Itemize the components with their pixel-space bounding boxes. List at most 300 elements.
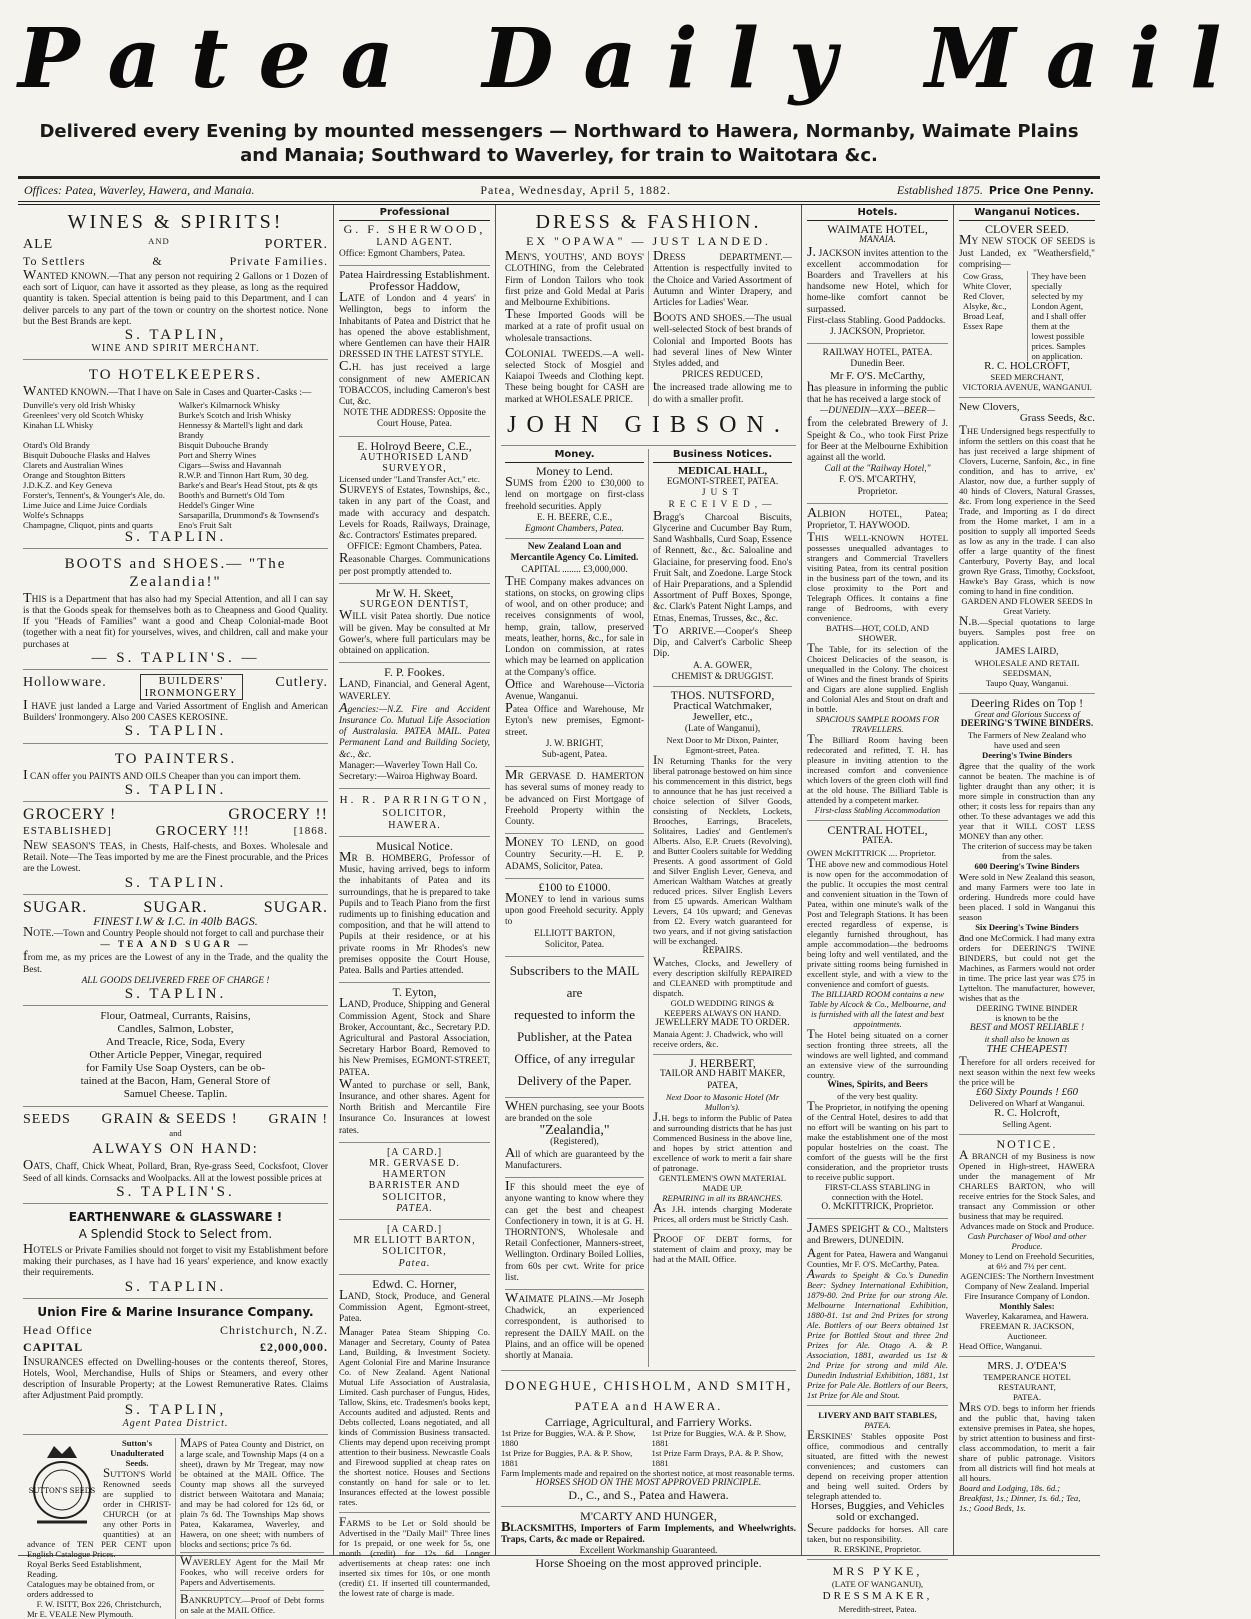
- ad-body: THIS is a Department that has also had my Special Attention, and all I can say is that the Goods speak for themselves both as to Cheapness and Good Quality. If you "Heads of Families" want a good and Cheap Colonial-made Boot (together with a neat fit) for yourselves, wives, and children, call and make your purchases at: [23, 589, 328, 650]
- ad-signature-sub: SEED MERCHANT,: [990, 372, 1064, 383]
- ad-title: Musical Notice.: [376, 838, 453, 853]
- ad-emphasis: BEST and MOST RELIABLE !: [969, 1023, 1085, 1034]
- notice-line: Delivery of the Paper.: [517, 1072, 632, 1088]
- ad-body: A BRANCH of my Business is now Opened in High-street, HAWERA under the management of Mr CHARLES BARTON, who will receive entries for the Stock Sales, and transact any Commission or other business that may be required.: [959, 1148, 1095, 1222]
- ad-subtitle: SURGEON DENTIST,: [359, 599, 470, 611]
- ad-subtitle: Practical Watchmaker,: [673, 700, 772, 713]
- ad-body: These Imported Goods will be marked at a rate of profit usual on wholesale transactions.: [505, 306, 644, 344]
- zealandia-ad: [505, 1097, 644, 1172]
- ad-title: Mr W. H. Skeet,: [375, 585, 454, 600]
- ad-title: WINES & SPIRITS!: [67, 211, 284, 233]
- ad-body: As J.H. intends charging Moderate Prices, all orders must be Strictly Cash.: [653, 1200, 792, 1224]
- ad-body: Watches, Clocks, and Jewellery of every description skilfully REPAIRED and CLEANED with promptitude and dispatch.: [653, 954, 792, 998]
- ad-line: OFFICE: Egmont Chambers, Patea.: [347, 542, 482, 553]
- ad-signature-sub: Selling Agent.: [1002, 1119, 1052, 1130]
- nutsford-ad: [653, 686, 792, 1049]
- list-item: Champagne, Cliquot, pints and quarts: [23, 519, 153, 530]
- ad-text: Hollowware.: [23, 675, 107, 691]
- ad-body: LATE of London and 4 years' in Wellington, begs to inform the Inhabitants of Patea and District that he has opened the above establishment, where Gentlemen can have their HAIR DRESSED IN THE LATEST STYLE.: [339, 289, 490, 361]
- clover-columns: [959, 271, 1095, 361]
- albion-hotel-ad: [807, 503, 948, 815]
- nzloan-ad: [505, 538, 644, 761]
- ad-body: from the celebrated Brewery of J. Speight & Co., who took First Prize for Beer at the Melbourne Exhibition against all the world.: [807, 414, 948, 464]
- ad-line: JEWELLERY MADE TO ORDER.: [655, 1017, 790, 1028]
- ad-body: OATS, Chaff, Chick Wheat, Pollard, Bran, Rye-grass Seed, Cocksfoot, Clover Seed of all kinds. Cornsacks and Woolpacks. All at the lowest possible prices at: [23, 1157, 328, 1184]
- eyton-ad: [339, 982, 490, 1137]
- ad-line: of the very best quality.: [837, 1090, 918, 1101]
- ad-title: BOOTS and SHOES.— "The Zealandia!": [64, 555, 287, 590]
- hamerton-money-ad: MR GERVASE D. HAMERTON has several sums of money ready to be advanced on First Mortgage of Freehold Property within the County.: [505, 767, 644, 827]
- ad-title: G. F. SHERWOOD,: [343, 222, 486, 237]
- ad-body: I CAN offer you PAINTS AND OILS Cheaper than you can import them.: [23, 766, 301, 783]
- column-3: [496, 205, 802, 1570]
- list-item: Eno's Fruit Salt: [178, 519, 232, 530]
- notice-line: Publisher, at the Patea: [516, 1028, 632, 1044]
- ad-body: C.H. has just received a large consignment of new AMERICAN TOBACCOS, including Cameron's best Cut, &c.: [339, 358, 490, 408]
- ad-subtitle: EX "OPAWA" — JUST LANDED.: [526, 234, 771, 248]
- ad-body: MR B. HOMBERG, Professor of Music, having arrived, begs to inform the inhabitants of Patea and its surroundings, that he is prepared to take Pupils and to Teach Piano from the first rudiments up to finishing education and composition, and that he will attend to Pupils at their residence, or at his private rooms in Mr Rhodes's new premises opposite the Court House, Patea. Balls and Parties attended.: [339, 848, 490, 976]
- column-5: [954, 205, 1100, 1555]
- maps-ads: [175, 1435, 328, 1619]
- ad-line: BATHS—HOT, COLD, AND SHOWER.: [826, 623, 929, 644]
- ad-signature: J. W. BRIGHT,: [545, 738, 604, 749]
- ad-body: WANTED KNOWN.—That any person not requiring 2 Gallons or 1 Dozen of each sort of Liquor, can have it assorted as they please, as long as the required quantity is taken. Special attention is being paid to this Department, and I can deliver parcels to any part of the town or country on the shortest notice. None but the Best Brands are kept.: [23, 267, 328, 327]
- insurance-ad: [23, 1298, 328, 1429]
- adams-ad: MONEY TO LEND, on good Country Security.—H. E. P. ADAMS, Solicitor, Patea.: [505, 834, 644, 872]
- ad-line: Secretary:—Wairoa Highway Board.: [339, 771, 478, 782]
- list-item: Booth's and Burnett's Old Tom: [178, 489, 285, 500]
- ad-body: SUTTON'S World Renowned seeds are supplied to order in CHRIST-CHURCH (or at any other Ports in quantities) at an advance of TEN PER CENT upon English Catalogue Prices.: [27, 1465, 171, 1559]
- list-item: R.W.P. and Tinnon Hart Rum, 30 deg.: [178, 469, 309, 480]
- ad-body: Office and Warehouse—Victoria Avenue, Wanganui.: [505, 675, 644, 702]
- earthenware-ad: [23, 1203, 328, 1293]
- section-professional: Professional: [339, 207, 490, 221]
- masthead-title: Patea Daily Mail: [18, 11, 1251, 107]
- list-item: Kinahan LL Whisky: [23, 419, 94, 430]
- proof-ad: PROOF OF DEBT forms, for statement of claim and proxy, may be had at the MAIL Office.: [653, 1230, 792, 1264]
- ad-line: Candles, Salmon, Lobster,: [117, 1023, 234, 1036]
- ad-signature: S. TAPLIN,: [124, 1401, 227, 1418]
- mccarty-ad: [501, 1506, 796, 1569]
- list-item: Burke's Scotch and Irish Whisky: [178, 409, 292, 420]
- established-line: [897, 183, 1094, 198]
- ad-signature: S. TAPLIN'S.: [116, 1183, 235, 1200]
- ad-title: CLOVER SEED.: [985, 222, 1069, 237]
- ad-signature-sub: Proprietor.: [857, 486, 898, 497]
- ad-subtitle: BARRISTER AND SOLICITOR,: [368, 1180, 461, 1203]
- ad-emphasis: Horses, Buggies, and Vehicles sold or exchanged.: [810, 1499, 945, 1523]
- ad-text: SUGAR.: [263, 898, 328, 916]
- ad-text: Cutlery.: [275, 675, 328, 691]
- ad-title: TO PAINTERS.: [114, 750, 237, 767]
- ad-body: the increased trade allowing me to do with a smaller profit.: [653, 378, 792, 405]
- column-2: [334, 205, 496, 1598]
- ad-body: Manager Patea Steam Shipping Co. Manager and Secretary, County of Patea Land, Building, & Investment Society. Agent Colonial Fire and Marine Insurance Co. of New Zealand. Agent National Mutual Life Association of Australasia, Limited. Cash purchaser of Fungus, Hides, Tallow, Skins, etc. Tradesmen's books kept, Accounts audited and adjusted. Rents and Debts collected, Loans negotiated, and all kinds of Commission Business transacted. Clients may depend upon receiving prompt attention to their business. Newcastle Coals and Firewood supplied at cheap rates on the shortest notice. Houses and Sections constantly on hand for sale or to let. Insurances effected at the lowest possible rates.: [339, 1323, 490, 1507]
- ad-line: Next Door to Masonic Hotel (Mr Mullon's).: [665, 1091, 780, 1112]
- ad-title: LIVERY AND BAIT STABLES,: [818, 1409, 937, 1420]
- ad-signature: S. TAPLIN.: [124, 1278, 227, 1295]
- list-item: Sarsaparilla, Drummond's & Townsend's: [178, 509, 319, 520]
- ad-title: J. HERBERT,: [689, 1056, 756, 1071]
- ad-title: "Zealandia,": [539, 1123, 610, 1139]
- dress-columns: [501, 248, 796, 406]
- ad-emphasis: DEERING'S TWINE BINDERS.: [960, 719, 1094, 730]
- ad-signature-sub: CHEMIST & DRUGGIST.: [671, 671, 774, 682]
- pyke-ad: [807, 1559, 948, 1614]
- issue-date: Patea, Wednesday, April 5, 1882.: [480, 182, 672, 197]
- ad-title: CENTRAL HOTEL,: [827, 823, 928, 838]
- ad-signature: S. TAPLIN.: [124, 874, 227, 891]
- ad-signature-sub: Taupo Quay, Wanganui.: [985, 677, 1069, 688]
- ad-body: J.H. begs to inform the Public of Patea and surrounding districts that he has just Commenced Business in the above line, and hopes by strict attention and excellence of work to merit a fair share of patronage.: [653, 1109, 792, 1173]
- ad-line: Great and Glorious Success of: [974, 709, 1080, 720]
- ad-line: PATEA.: [864, 1419, 891, 1430]
- ad-body: Secure paddocks for horses. All care taken, but no responsibility.: [807, 1520, 948, 1544]
- prize-list: [501, 1428, 796, 1468]
- ad-signature-sub: Solicitor, Patea.: [544, 939, 605, 950]
- ad-title: DRESS & FASHION.: [535, 211, 762, 233]
- ad-subtitle: FINEST I.W & I.C. in 40lb BAGS.: [93, 913, 258, 928]
- ad-title: T. Eyton,: [392, 985, 437, 1000]
- ad-body: J. JACKSON invites attention to the excellent accommodation for Boarders and Travellers at his handsome new Hotel, which for home-like comfort cannot be surpassed.: [807, 243, 948, 315]
- ad-line: Waverley, Kakaramea, and Hawera.: [965, 1311, 1089, 1322]
- ad-subtitle: A Splendid Stock to Select from.: [78, 1226, 273, 1241]
- suttons-ad: [23, 1438, 175, 1619]
- hamerton-ad: [339, 1142, 490, 1214]
- ad-text: GRAIN & SEEDS !: [101, 1111, 238, 1128]
- waimate-plains-ad: WAIMATE PLAINS.—Mr Joseph Chadwick, an experienced correspondent, is authorised to represent the DAILY MAIL on the Plains, and an office will be opened shortly at Manaia.: [505, 1290, 644, 1362]
- ad-signature-sub: Sub-agent, Patea.: [541, 749, 608, 760]
- ad-line: REPAIRING in all its BRANCHES.: [662, 1192, 783, 1203]
- wines-ad: [23, 210, 328, 354]
- ad-line: [A CARD.]: [386, 1146, 443, 1158]
- central-hotel-ad: [807, 820, 948, 1213]
- suttons-crest-icon: [27, 1440, 97, 1530]
- ad-body: I HAVE just landed a Large and Varied Assortment of English and American Builders' Ironmongery. Also 200 CASES KEROSINE.: [23, 697, 328, 724]
- ad-signature: S. TAPLIN.: [124, 781, 227, 798]
- ad-line: Manaia Agent: J. Chadwick, who will receive orders, &c.: [653, 1029, 784, 1050]
- ad-body: Therefore for all orders received for next season within the next few weeks the price will be: [959, 1053, 1095, 1087]
- ad-signature: R. C. Holcroft,: [994, 1106, 1060, 1119]
- list-item: Bisquit Dubouche Brandy: [178, 439, 269, 450]
- ad-title: Edwd. C. Horner,: [372, 1276, 457, 1291]
- ad-body: The Hotel being situated on a corner section fronting three streets, all the windows are well lighted, and command an extensive view of the surrounding country.: [807, 1026, 948, 1080]
- ad-text: PORTER.: [264, 237, 328, 252]
- ad-line: tained at the Bacon, Ham, General Store of: [80, 1075, 271, 1088]
- bottom-ads: [23, 1434, 328, 1619]
- ad-body: agree that the quality of the work cannot be beaten. The machine is of lighter draught than any other; it is more simple in construction than any other; it costs less for repairs than any other. To these advantages we add this year that it WILL COST LESS MONEY than any other.: [959, 758, 1095, 842]
- ad-line: The criterion of success may be taken from the sales.: [962, 841, 1092, 862]
- list-item: Wolfe's Schnapps: [23, 509, 84, 520]
- horner-ad: [339, 1274, 490, 1507]
- ad-signature: JAMES LAIRD,: [995, 646, 1059, 657]
- ad-emphasis: PRICES REDUCED,: [682, 370, 763, 381]
- deering-ad: [959, 693, 1095, 1129]
- ad-body: N.B.—Special quotations to large buyers. Samples post free on application.: [959, 613, 1095, 647]
- ad-signature: FREEMAN R. JACKSON,: [979, 1321, 1075, 1332]
- ad-body: Wanted to purchase or sell, Bank, Insurance, and other shares. Agent for North British and Mercantile Fire Insurance Co. Insurances at lowest rates.: [339, 1075, 490, 1136]
- ad-line: OWEN McKITTRICK .... Proprietor.: [807, 847, 936, 858]
- ad-signature: F. O'S. M'CARTHY,: [839, 475, 916, 486]
- ad-line: CAPITAL ........ £3,000,000.: [521, 564, 628, 575]
- ad-title: ALBION HOTEL, Patea; Proprietor, T. HAYWOOD.: [807, 504, 948, 532]
- laird-ad: [959, 397, 1095, 688]
- ad-title: MRS. J. O'DEA'S: [987, 1360, 1067, 1373]
- ad-body: MRS O'D. begs to inform her friends and the public that, having taken extensive premises in Patea, she hopes, by strict attention to business and first-class accommodation, to merit a fair share of public patronage. Visitors from all districts will find hot meals at all hours.: [959, 1400, 1095, 1484]
- ad-emphasis: — TEA AND SUGAR —: [100, 940, 251, 951]
- subscribers-notice: [505, 956, 644, 1092]
- price: Price One Penny.: [988, 183, 1094, 197]
- ad-line: [A CARD.]: [386, 1224, 443, 1236]
- speight-ad: [807, 1218, 948, 1399]
- ad-line: Catalogues may be obtained from, or orders addressed to: [27, 1578, 155, 1599]
- ad-body: THE above new and commodious Hotel is now open for the accommodation of the public. It occupies the most central and convenient situation in the Town of Patea, within one minute's walk of the Post and Telegraph Stations. It has been erected regardless of expense, is elegantly furnished throughout, has ample accommodation—the bedrooms being lofty and well ventilated, and the private sitting rooms being furnished in excellent style, and with a view to the convenience and comfort of guests.: [807, 855, 948, 989]
- ad-body: MEN'S, YOUTHS', AND BOYS' CLOTHING, from the Celebrated Firm of London Tailors who took first prize and Gold Medal at Paris and Melbourne Exhibitions.: [505, 248, 644, 309]
- painters-ad: [23, 743, 328, 796]
- list-item: 1st Prize for Buggies, P.A. & P. Show, 1881: [501, 1448, 633, 1469]
- ad-signature: D., C., and S., Patea and Hawera.: [568, 1487, 729, 1502]
- ad-text: GRAIN !: [268, 1112, 328, 1128]
- columns: [18, 205, 1100, 1619]
- ad-body: THE Company makes advances on stations, on stocks, on growing clips of wool, and on other produce; and receives consignments of wool, hemp, grain, tallow, preserved meats, leather, horns, &c., for sale in London on commission, at rates which may be learned on application at the Company's office.: [505, 572, 644, 678]
- column-4: [802, 205, 954, 1615]
- column-1: [18, 205, 334, 1619]
- ad-emphasis: Deering's Twine Binders: [982, 750, 1072, 761]
- ad-body: LAND, Produce, Shipping and General Commission Agent, Stock and Share Broker, Accountant, &c., Secretary P.D. Agricultural and Pastoral Association, Secretary Harbor Board, Removed to his New Premises, EGMONT-STREET, PATEA.: [339, 995, 490, 1078]
- ad-line: Patea.: [398, 1257, 431, 1269]
- dateline: [18, 179, 1100, 202]
- ad-body: WHEN purchasing, see your Boots are branded on the sole: [505, 1097, 644, 1125]
- established: Established 1875.: [896, 182, 983, 197]
- section-hotels: Hotels.: [807, 207, 948, 221]
- list-item: Hennessy & Martell's light and dark Brandy: [178, 419, 303, 440]
- ad-line: Advances made on Stock and Produce.: [959, 1221, 1095, 1232]
- ad-body: LAND, Stock, Produce, and General Commission Agent, Egmont-street, Patea.: [339, 1287, 490, 1325]
- ad-line: PATEA.: [396, 1202, 433, 1214]
- ad-body: Farm Implements made and repaired on the shortest notice, at most reasonable terms.: [501, 1468, 795, 1479]
- ad-signature: S. TAPLIN.: [124, 986, 227, 1003]
- ad-line: Cash Purchaser of Wool and other Produce.: [967, 1231, 1087, 1252]
- ad-signature: JOHN GIBSON.: [507, 411, 790, 438]
- ad-text: SUGAR.: [23, 898, 88, 916]
- ad-body: All of which are guaranteed by the Manufacturers.: [505, 1144, 644, 1171]
- ad-body: SUMS from £200 to £30,000 to lend on mortgage on first-class freehold securities. Apply: [505, 474, 644, 512]
- ad-line: Cow Grass, White Clover, Red Clover, Alsyke, &c., Broad Leaf, Essex Rape: [963, 271, 1012, 332]
- ad-body: SURVEYS of Estates, Townships, &c., taken in any part of the Coast, and made with accuracy and despatch. Levels for Roads, Railways, Drainage, &c. Contractors' Estimates prepared.: [339, 481, 490, 542]
- ad-row: [23, 674, 328, 700]
- ad-line: Horse Shoeing on the most approved principle.: [535, 1555, 762, 1570]
- ad-line: EGMONT-STREET, PATEA.: [666, 477, 779, 488]
- ad-text: [1868.: [293, 825, 328, 838]
- ad-signature: R. ERSKINE, Proprietor.: [833, 1543, 922, 1554]
- homberg-ad: [339, 836, 490, 977]
- ad-signature: S. TAPLIN.: [124, 528, 227, 545]
- ad-text: Private Families.: [229, 254, 328, 268]
- ad-line: Manager:—Waverley Town Hall Co.: [339, 760, 478, 771]
- ad-text: Christchurch, N.Z.: [220, 1322, 328, 1337]
- ad-line: is known to be the: [995, 1013, 1059, 1024]
- ad-emphasis: Six Deering's Twine Binders: [975, 922, 1079, 933]
- offices: Offices: Patea, Waverley, Hawera, and Manaia.: [24, 182, 255, 197]
- ad-line: GOLD WEDDING RINGS & KEEPERS ALWAYS ON HAND.: [664, 997, 781, 1018]
- ad-row: [23, 823, 328, 840]
- ad-emphasis: 600 Deering's Twine Binders: [974, 861, 1080, 872]
- ad-text: GROCERY !!!: [155, 824, 250, 840]
- ad-line: PATEA.: [1012, 1392, 1042, 1403]
- ad-signature: R. C. HOLCROFT,: [984, 360, 1070, 373]
- list-item: Dunville's very old Irish Whisky: [23, 399, 136, 410]
- ad-title: Sutton's Unadulterated Seeds.: [110, 1437, 164, 1468]
- list-item: Port and Sherry Wines: [178, 449, 257, 460]
- notice-line: Office, of any irregular: [514, 1050, 635, 1066]
- ad-body: has pleasure in informing the public that he has received a large stock of: [807, 378, 948, 406]
- livery-ad: [807, 1405, 948, 1554]
- ad-line: First-class Stabling. Good Paddocks.: [807, 315, 946, 326]
- ad-body: Agencies:—N.Z. Fire and Accident Insurance Co. Mutual Life Association of Australasia. PATEA MAIL. Patea Permanent Land and Building Society, &c., &c.: [339, 699, 490, 760]
- ad-signature: O. McKITTRICK, Proprietor.: [821, 1201, 934, 1212]
- farms-ad: [339, 1512, 490, 1598]
- ad-text: ESTABLISHED]: [23, 825, 112, 838]
- ad-title: Mr F. O'S. McCarthy,: [829, 369, 926, 382]
- beere-ad: [339, 436, 490, 578]
- ad-subtitle: AUTHORISED LAND SURVEYOR,: [359, 451, 470, 475]
- ad-row: [23, 1111, 328, 1128]
- ad-subtitle: LAND AGENT.: [376, 237, 453, 249]
- ad-title: F. P. Fookes.: [384, 665, 445, 680]
- ad-line: GARDEN AND FLOWER SEEDS In Great Variety.: [961, 595, 1093, 616]
- ad-line: Royal Berks Seed Establishment, Reading.: [27, 1558, 142, 1579]
- ad-text: Head Office: [23, 1322, 93, 1337]
- ad-line: Head Office, Wanganui.: [959, 1341, 1042, 1352]
- ad-subtitle: ALWAYS ON HAND:: [92, 1141, 259, 1158]
- ad-row: [23, 806, 328, 823]
- ad-row: [23, 253, 328, 270]
- ad-title: MR. GERVASE D. HAMERTON: [369, 1158, 460, 1181]
- dress-right: [648, 248, 796, 406]
- ad-line: SPACIOUS SAMPLE ROOMS FOR TRAVELLERS.: [815, 714, 940, 735]
- barton-money-ad: [505, 878, 644, 951]
- ad-line: Samuel Cheese. Taplin.: [123, 1088, 228, 1101]
- ad-body: THE Undersigned begs respectfully to inform the settlers on this coast that he has just received a large shipment of Clovers, Lucerne, Sanfoin, &c., in fine condition, and has to arrive, ex' Alastor, now due, a further supply of 40 hinds of Clovers, Natural Grasses, &c. From long experience in the Seed Trade, and Importing as I do direct from the Home market, I am in a position to supply all imported Seeds as low as any in the trade. I can also offer a large quantity of the finest Canterbury, Poverty Bay, and local grown Rye Grass, Timothy, Cocksfoot, Hawke's Bay Grass, which is now coming to hand in fine condition.: [959, 422, 1095, 596]
- ad-text: ALE: [23, 237, 54, 252]
- waimate-hotel-ad: [807, 224, 948, 338]
- ad-signature: S. TAPLIN,: [124, 327, 227, 344]
- list-item: Heddel's Ginger Wine: [178, 499, 255, 510]
- ad-row: [23, 236, 328, 253]
- list-item: Barke's and Bear's Head Stout, pts & qts: [178, 479, 318, 490]
- ad-body: WANTED KNOWN.—That I have on Sale in Cases and Quarter-Casks :—: [23, 383, 312, 400]
- ad-body: COLONIAL TWEEDS.—A well-selected Stock of Mosgiel and Kaiapoi Tweeds and Clothing kept. These being bought for CASH are marked at WHOLESALE PRICE.: [505, 344, 644, 405]
- list-item: Walker's Kilmarnock Whisky: [178, 399, 280, 410]
- ad-line: And Treacle, Rice, Soda, Every: [106, 1036, 245, 1049]
- notice-line: requested to inform the: [514, 1006, 635, 1022]
- ad-body: BLACKSMITHS, Importers of Farm Implements, and Wheelwrights. Traps, Carts, &c made or Repaired.: [501, 1519, 796, 1546]
- ad-subtitle: SOLICITOR,: [382, 808, 447, 820]
- ad-text: £2,000,000.: [260, 1339, 328, 1354]
- ad-line: They have been specially selected by my London Agent, and I shall offer them at the lowest possible prices. Samples on application.: [1027, 271, 1096, 361]
- ad-subtitle: Carriage, Agricultural, and Farriery Works.: [544, 1415, 753, 1430]
- ad-note: Reasonable Charges. Communications per post promptly attended to.: [339, 550, 490, 577]
- ad-line: Licensed under "Land Transfer Act," etc.: [339, 474, 480, 485]
- ad-subtitle: Jeweller, etc.,: [692, 711, 753, 724]
- ad-line: HAWERA.: [388, 819, 441, 831]
- ad-line: MANAIA.: [859, 235, 896, 246]
- ad-title: MEDICAL HALL,: [677, 465, 768, 478]
- thornton-ad: IF this should meet the eye of anyone wanting to know where they can get the best and cheapest Confectionery in town, it is at G. H. THORNTON'S, Wholesale and Retail Confectioner, Manners-street, Wellington. Ordinary Boiled Lollies, from 60s per cwt. Write for price list.: [505, 1178, 644, 1283]
- ad-line: Delivered on Wharf at Wanganui.: [969, 1097, 1085, 1108]
- ad-title: New Clovers,: [959, 401, 1020, 414]
- ad-line: Monthly Sales:: [999, 1301, 1055, 1312]
- bankruptcy-ad: BANKRUPTCY.—Proof of Debt forms on sale at the MAIL Office.: [180, 1591, 324, 1615]
- clover-ad: [959, 224, 1095, 392]
- waverley-ad: WAVERLEY Agent for the Mail Mr Fookes, who will receive orders for Papers and Advertisements.: [180, 1553, 324, 1587]
- ad-subtitle: JUST RECEIVED,—: [668, 488, 777, 510]
- ad-line: Board and Lodging, 18s. 6d.; Breakfast, 1s.; Dinner, 1s. 6d.; Tea, 1s.; Good Beds, 1s.: [959, 1483, 1081, 1514]
- ad-line: Next Door to Mr Dixon, Painter, Egmont-street, Patea.: [666, 734, 779, 755]
- ad-title: Deering Rides on Top !: [970, 695, 1084, 710]
- money-column: [501, 449, 648, 1367]
- section-wanganui: Wanganui Notices.: [959, 207, 1095, 221]
- ad-text: &: [152, 254, 163, 268]
- ad-text: and: [169, 1128, 182, 1139]
- ad-subtitle: DRESSMAKER,: [822, 1590, 933, 1603]
- ad-body: TO ARRIVE.—Cooper's Sheep Dip, and Calvert's Carbolic Sheep Dip.: [653, 621, 792, 660]
- ad-body: from me, as my prices are the Lowest of any in the Trade, and the quality the Best.: [23, 948, 328, 975]
- ad-text: GROCERY !!: [228, 806, 328, 824]
- ad-line: (LATE OF WANGANUI),: [831, 1579, 924, 1590]
- ad-body: The BILLIARD ROOM contains a new Table by Alcock & Co., Melbourne, and is furnished with all the latest and best appointments.: [809, 988, 946, 1029]
- ad-note: ALL GOODS DELIVERED FREE OF CHARGE !: [81, 975, 270, 986]
- ad-body: MONEY to lend in various sums upon good Freehold security. Apply to: [505, 889, 644, 928]
- ad-body: were sold in New Zealand this season, and many Farmers were too late in ordering. Hundreds more could have been placed. I sold in Wanganui this season: [959, 869, 1095, 923]
- ad-title: JAMES SPEIGHT & CO., Maltsters and Brewers, DUNEDIN.: [807, 1220, 948, 1247]
- ad-body: IN Returning Thanks for the very liberal patronage bestowed on him since his commencement in this district, begs to announce that he has just received a choice selection of Silver Goods, consisting of Necklets, Lockets, Brooches, Earrings, Bracelets, Solitaires, Ladies' and Gentlemen's Alberts. Also, E.P. Cruets (Revolving), and Butter Coolers suitable for Wedding Presents. A good assortment of Gold and Silver English Lever, Geneva, and American Waltham Watches at greatly reduced prices. Silver English Levers from £5 upwards. American Waltham Levers, £4 10s upward; and Genevas from £2. Every watch guaranteed for two years, and if not giving satisfaction will be exchanged.: [653, 752, 792, 946]
- ad-text: To Settlers: [23, 254, 86, 268]
- ad-text: AND: [148, 236, 170, 246]
- list-item: Orange and Stoughton Bitters: [23, 469, 126, 480]
- ironmongery-ad: [23, 669, 328, 738]
- herbert-ad: [653, 1054, 792, 1224]
- ad-body: MY NEW STOCK OF SEEDS is Just Landed, ex "Weathersfield," comprising—: [959, 232, 1095, 270]
- flour-ad: [23, 1005, 328, 1101]
- ad-line: it shall also be known as: [984, 1034, 1070, 1045]
- list-item: Cigars—Swiss and Havannah: [178, 459, 282, 470]
- list-item: Bisquit Dubouche Flasks and Halves: [23, 449, 150, 460]
- ad-text: GROCERY !: [23, 806, 117, 824]
- ad-line: Meredith-street, Patea.: [838, 1604, 917, 1615]
- ad-emphasis: £60 Sixty Pounds ! £60: [975, 1085, 1079, 1098]
- barton-ad: [339, 1219, 490, 1269]
- ad-line: GENTLEMEN'S OWN MATERIAL MADE UP.: [658, 1172, 787, 1193]
- ad-title: Union Fire & Marine Insurance Company.: [37, 1304, 314, 1319]
- ad-line: Other Article Pepper, Vinegar, required: [89, 1049, 262, 1062]
- list-item: Otard's Old Brandy: [23, 439, 90, 450]
- ad-title: Patea Hairdressing Establishment.: [339, 268, 490, 281]
- ad-body: INSURANCES effected on Dwelling-houses or the contents thereof, Stores, Hotels, Wool, Merchandise, Hulls of Ships or Steamers, and every other description of Insurable Property; at the Lowest Remunerative Rates. Claims after Adjustment Paid promptly.: [23, 1352, 328, 1402]
- product-list: [23, 400, 328, 530]
- haddow-ad: [339, 265, 490, 431]
- ad-title: E. Holroyd Beere, C.E.,: [357, 438, 472, 453]
- ad-signature: A. A. GOWER,: [692, 660, 753, 671]
- donoghue-ad: [501, 1370, 796, 1501]
- section-business: Business Notices.: [653, 449, 792, 463]
- ad-line: F. W. ISITT, Box 226, Christchurch,: [36, 1598, 162, 1609]
- fookes-ad: [339, 662, 490, 783]
- ad-text: SEEDS: [23, 1112, 71, 1128]
- ad-line: The Farmers of New Zealand who have used and seen: [967, 730, 1087, 751]
- ad-title: NOTICE.: [996, 1137, 1058, 1152]
- ad-title: MR ELLIOTT BARTON,: [353, 1235, 476, 1247]
